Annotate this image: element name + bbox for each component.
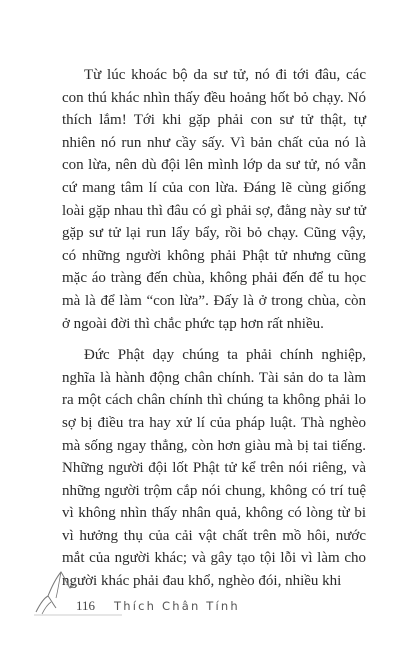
paragraph-2: Đức Phật dạy chúng ta phải chính nghiệp, nghĩa là hành động chân chính. Tài sản do ta làm ra một cách chân chính thì chúng ta không phải lo sợ bị điều tra hay xử lí của pháp luật. Thà nghèo mà sống ngay thẳng, còn hơn giàu mà bị tai tiếng. Những người đội lốt Phật tử kể trên nói riêng, và những người trộm cắp nói chung, không có trí tuệ vì không nhìn thấy nhân quả, không có lòng từ bi vì hưởng thụ của cải vật chất trên mồ hôi, nước mắt của người khác; và gây tạo tội lỗi vì làm cho người khác phải đau khổ, nghèo đói, nhiều khi	[62, 347, 366, 590]
page-footer	[34, 558, 294, 618]
body-text	[62, 64, 366, 602]
author-name: Thích Chân Tính	[114, 599, 240, 613]
page-number: 116	[76, 598, 96, 613]
paragraph-1: Từ lúc khoác bộ da sư tử, nó đi tới đâu, các con thú khác nhìn thấy đều hoảng hốt bỏ chạy. Nó thích lắm! Tới khi gặp phải con sư tử thật, tự nhiên nó run như cầy sấy. Vì bản chất của nó là con lừa, nên dù đội lên mình lớp da sư tử, nó vẫn cứ mang tâm lí của con lừa. Đáng lẽ cùng giống loài gặp nhau thì đâu có gì phải sợ, đằng này sư tử gặp sư tử lại run lẩy bẩy, rồi bỏ chạy. Cũng vậy, có những người không phải Phật tử nhưng cũng mặc áo tràng đến chùa, không phải đến để tu học mà là để làm “con lừa”. Đấy là ở trong chùa, còn ở ngoài đời thì chắc phức tạp hơn rất nhiều.	[62, 67, 366, 332]
